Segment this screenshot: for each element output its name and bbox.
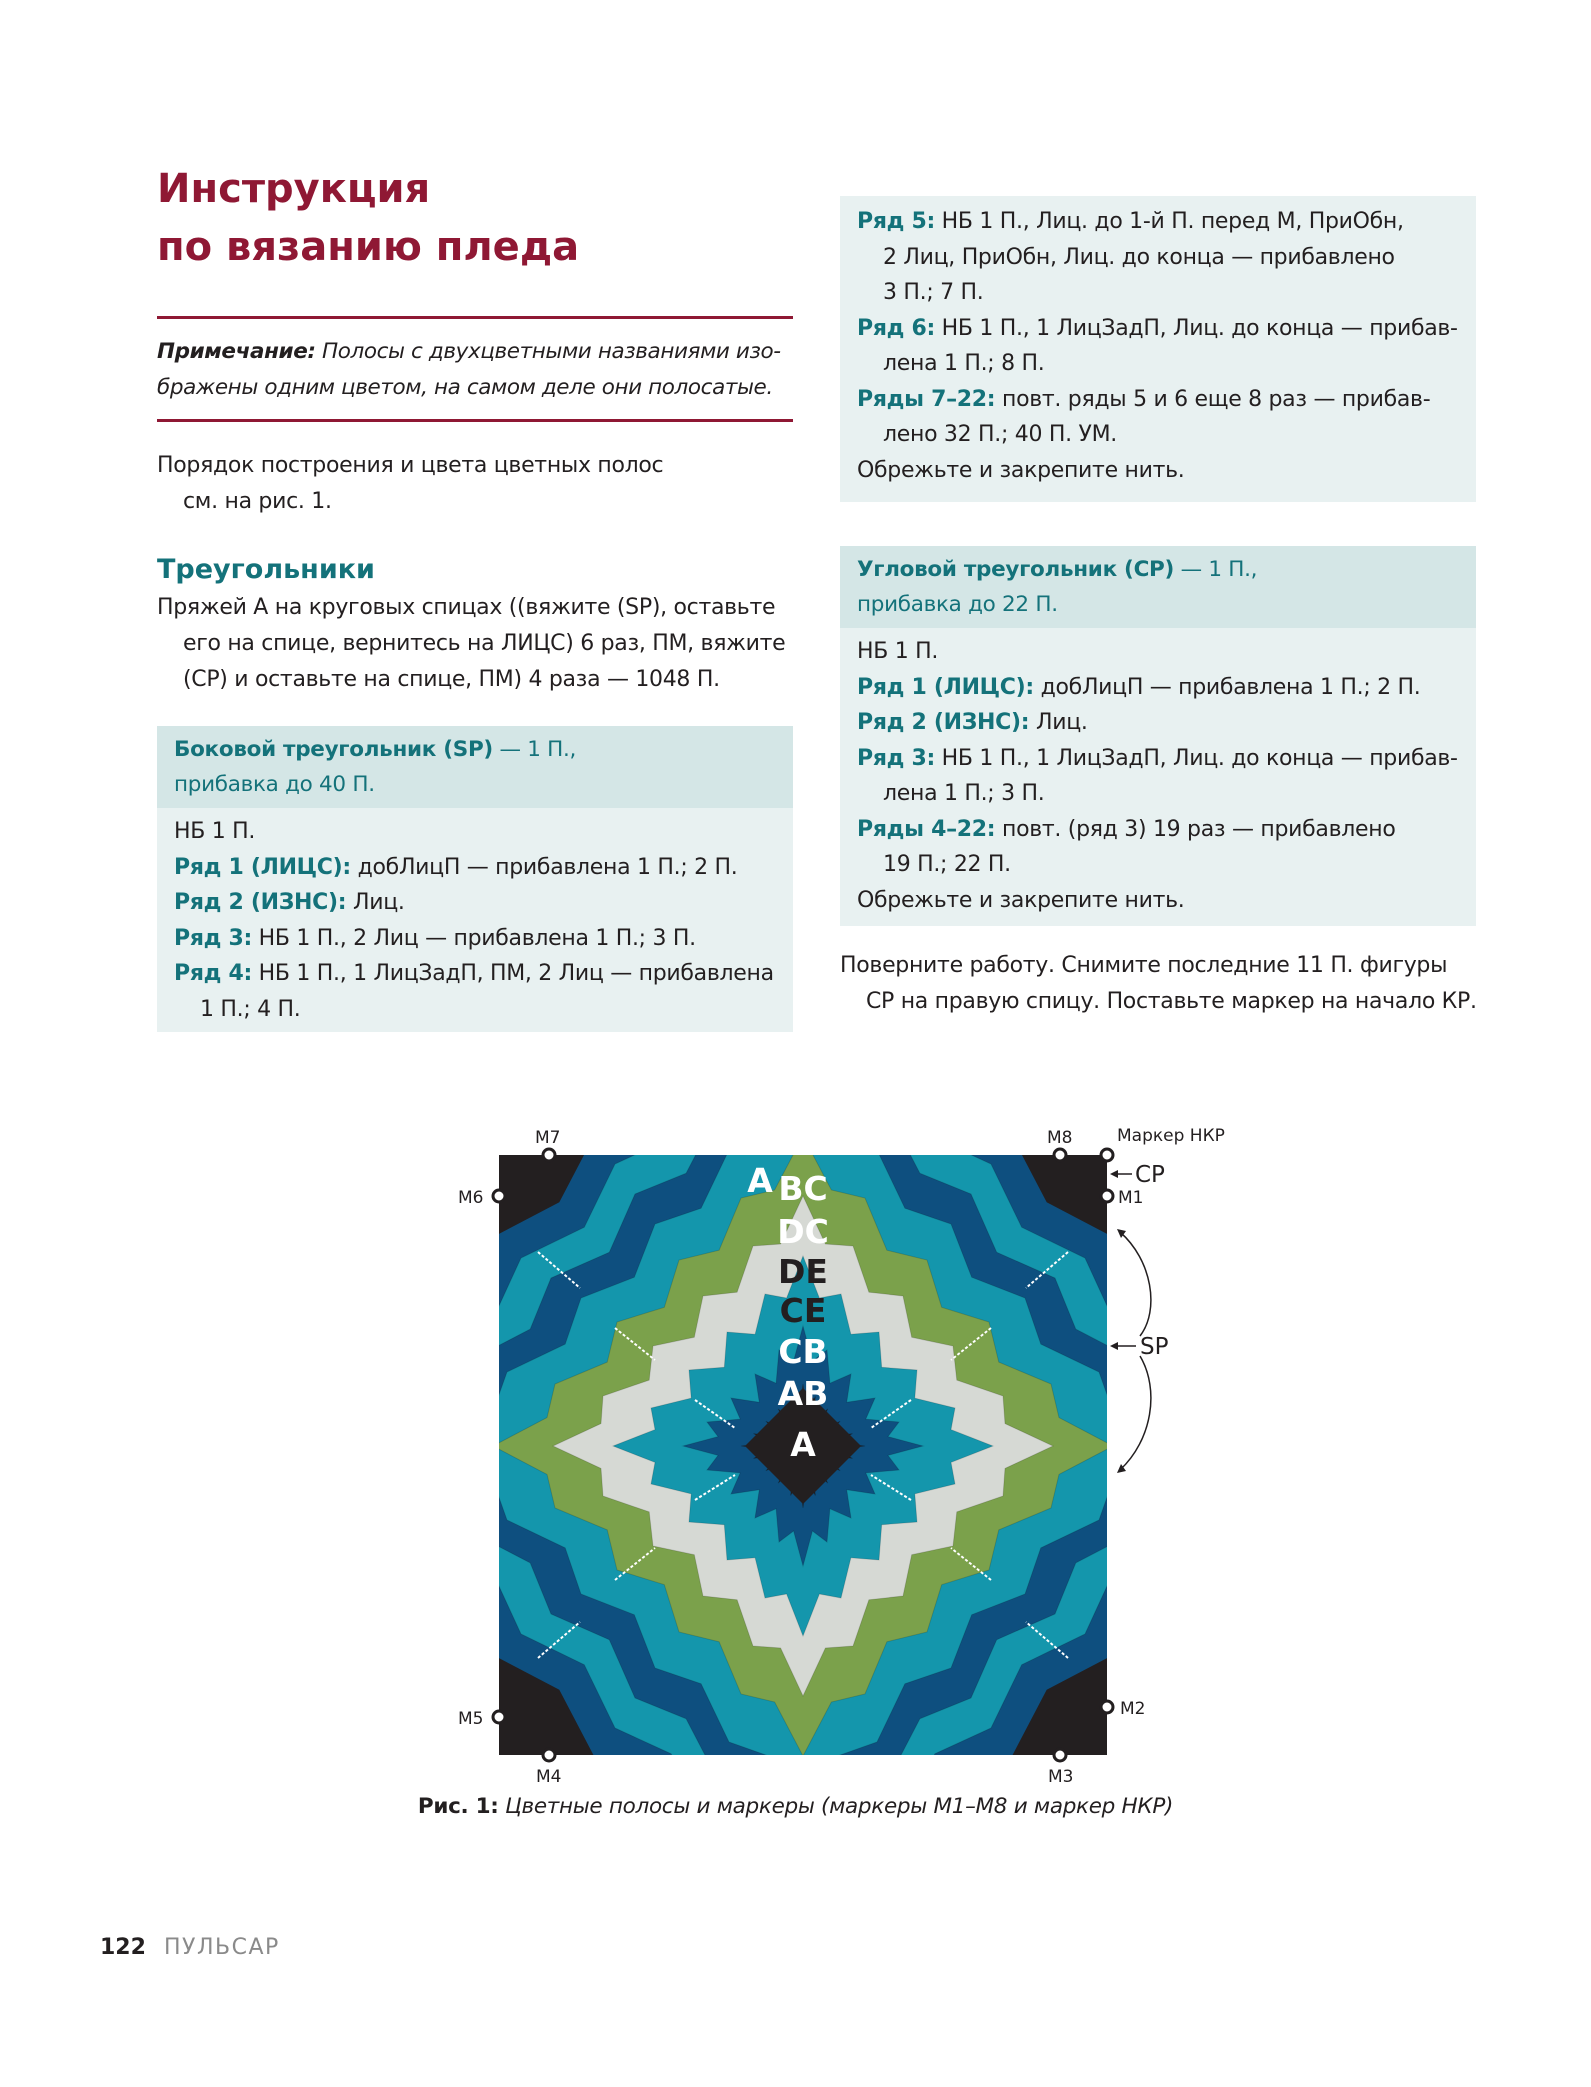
corner-row-4: лена 1 П.; 3 П. [883,781,1045,806]
figure-caption [160,1794,1431,1819]
title-line-2: по вязанию пледа [157,224,580,270]
stripe-label: CB [778,1332,828,1371]
side-continued-box [840,196,1476,502]
intro-paragraph [157,448,807,520]
side-triangle-head-rest-2: прибавка до 40 П. [174,772,375,797]
caption-text: Цветные полосы и маркеры (маркеры М1–М8 и маркер НКР) [498,1794,1174,1819]
side-triangle-title: Боковой треугольник (SP) [174,737,493,762]
stripe-label: AB [777,1374,829,1413]
triangles-line-2: его на спице, вернитесь на ЛИЦС) 6 раз, ПМ, вяжите [183,631,786,656]
corner-triangle-head-rest-1: — 1 П., [1174,557,1258,582]
triangles-paragraph [157,590,807,698]
stripe-label: DE [778,1252,828,1291]
corner-row-1: Ряд 1 (ЛИЦС): добЛицП — прибавлена 1 П.; 2 П. [857,674,1421,700]
marker-label-m5: M5 [458,1709,484,1729]
cont-row-4: лена 1 П.; 8 П. [883,351,1045,376]
marker-label-m8: M8 [1047,1128,1073,1148]
sp-bracket-top [1120,1232,1151,1336]
marker-ring-m7 [543,1149,555,1161]
cont-row-3: Ряд 6: НБ 1 П., 1 ЛицЗадП, Лиц. до конца — прибав- [857,315,1458,341]
corner-row-3: Ряд 3: НБ 1 П., 1 ЛицЗадП, Лиц. до конца — прибав- [857,745,1458,771]
corner-triangle-rows [840,628,1476,928]
cont-row-0: Ряд 5: НБ 1 П., Лиц. до 1-й П. перед М, ПриОбн, [857,209,1404,234]
corner-triangle-header [840,546,1476,628]
triangles-line-3: (CP) и оставьте на спице, ПМ) 4 раза — 1048 П. [183,667,720,692]
note-label: Примечание: [157,339,316,364]
side-continued-rows [840,196,1476,498]
sp-arrow-head [1110,1342,1118,1350]
intro-line-2: см. на рис. 1. [183,489,332,514]
corner-row-5: Ряды 4–22: повт. (ряд 3) 19 раз — прибавлено [857,816,1396,842]
stripe-label: A [790,1425,816,1464]
side-row-5: 1 П.; 4 П. [200,996,301,1022]
marker-ring-nkr [1101,1149,1113,1161]
blanket-diagram [440,1110,1260,1840]
sp-bracket-bottom [1120,1356,1151,1470]
side-row-3: Ряд 3: НБ 1 П., 2 Лиц — прибавлена 1 П.; 3 П. [174,925,696,951]
note-rule-top [157,316,793,319]
note-rule-bottom [157,419,793,422]
stripe-label: BC [778,1169,828,1208]
side-row-1: Ряд 1 (ЛИЦС): добЛицП — прибавлена 1 П.; 2 П. [174,854,738,880]
sp-label: SP [1140,1334,1169,1360]
cont-row-6: лено 32 П.; 40 П. УМ. [883,422,1117,447]
note [157,334,797,406]
corner-triangle-head-rest-2: прибавка до 22 П. [857,592,1058,617]
triangles-line-1: Пряжей А на круговых спицах ((вяжите (SP), оставьте [157,595,776,620]
cont-row-5: Ряды 7–22: повт. ряды 5 и 6 еще 8 раз — прибав- [857,386,1431,412]
turn-paragraph [840,948,1490,1020]
marker-label-nkr: Маркер НКР [1117,1126,1225,1146]
turn-line-1: Поверните работу. Снимите последние 11 П. фигуры [840,953,1448,978]
title-line-1: Инструкция [157,166,431,212]
marker-ring-m2 [1101,1701,1113,1713]
side-triangle-header [157,726,793,808]
cont-row-2: 3 П.; 7 П. [883,280,984,305]
stripe-label: CE [779,1291,827,1330]
marker-ring-m1 [1101,1190,1113,1202]
marker-ring-m3 [1054,1749,1066,1761]
marker-label-m1: M1 [1118,1188,1144,1208]
page-number: 122 [100,1935,146,1960]
marker-ring-m4 [543,1749,555,1761]
corner-row-7: Обрежьте и закрепите нить. [857,887,1185,913]
side-triangle-rows [157,808,793,1037]
side-triangle-head-rest-1: — 1 П., [492,737,577,762]
marker-label-m2: M2 [1120,1699,1146,1719]
note-text-1: Полосы с двухцветными названиями изо- [315,339,781,364]
side-row-2: Ряд 2 (ИЗНС): Лиц. [174,890,405,915]
side-triangle-box [157,726,793,1032]
stripe-label: A [747,1161,773,1200]
page-title [157,160,797,276]
marker-ring-m6 [493,1190,505,1202]
marker-ring-m8 [1054,1149,1066,1161]
marker-label-m6: M6 [458,1188,484,1208]
marker-label-m7: M7 [535,1128,561,1148]
cp-arrow-head [1110,1170,1118,1178]
cp-label: CP [1135,1162,1165,1188]
cont-row-1: 2 Лиц, ПриОбн, Лиц. до конца — прибавлено [883,244,1395,270]
corner-triangle-box [840,546,1476,926]
marker-ring-m5 [493,1711,505,1723]
note-text-2: бражены одним цветом, на самом деле они полосатые. [157,375,773,400]
intro-line-1: Порядок построения и цвета цветных полос [157,453,664,478]
caption-label: Рис. 1: [417,1794,499,1819]
cont-row-7: Обрежьте и закрепите нить. [857,457,1185,483]
running-title: ПУЛЬСАР [164,1935,280,1960]
turn-line-2: CP на правую спицу. Поставьте маркер на начало КР. [866,989,1477,1014]
corner-row-2: Ряд 2 (ИЗНС): Лиц. [857,710,1088,735]
corner-row-6: 19 П.; 22 П. [883,852,1011,877]
stripe-label: DC [777,1212,829,1251]
corner-row-0: НБ 1 П. [857,639,939,664]
triangles-heading: Треугольники [157,554,375,585]
side-row-4: Ряд 4: НБ 1 П., 1 ЛицЗадП, ПМ, 2 Лиц — прибавлена [174,961,774,986]
corner-triangle-title: Угловой треугольник (CP) [857,557,1175,582]
marker-label-m4: M4 [536,1767,562,1787]
marker-label-m3: M3 [1048,1767,1074,1787]
side-row-0: НБ 1 П. [174,819,256,844]
